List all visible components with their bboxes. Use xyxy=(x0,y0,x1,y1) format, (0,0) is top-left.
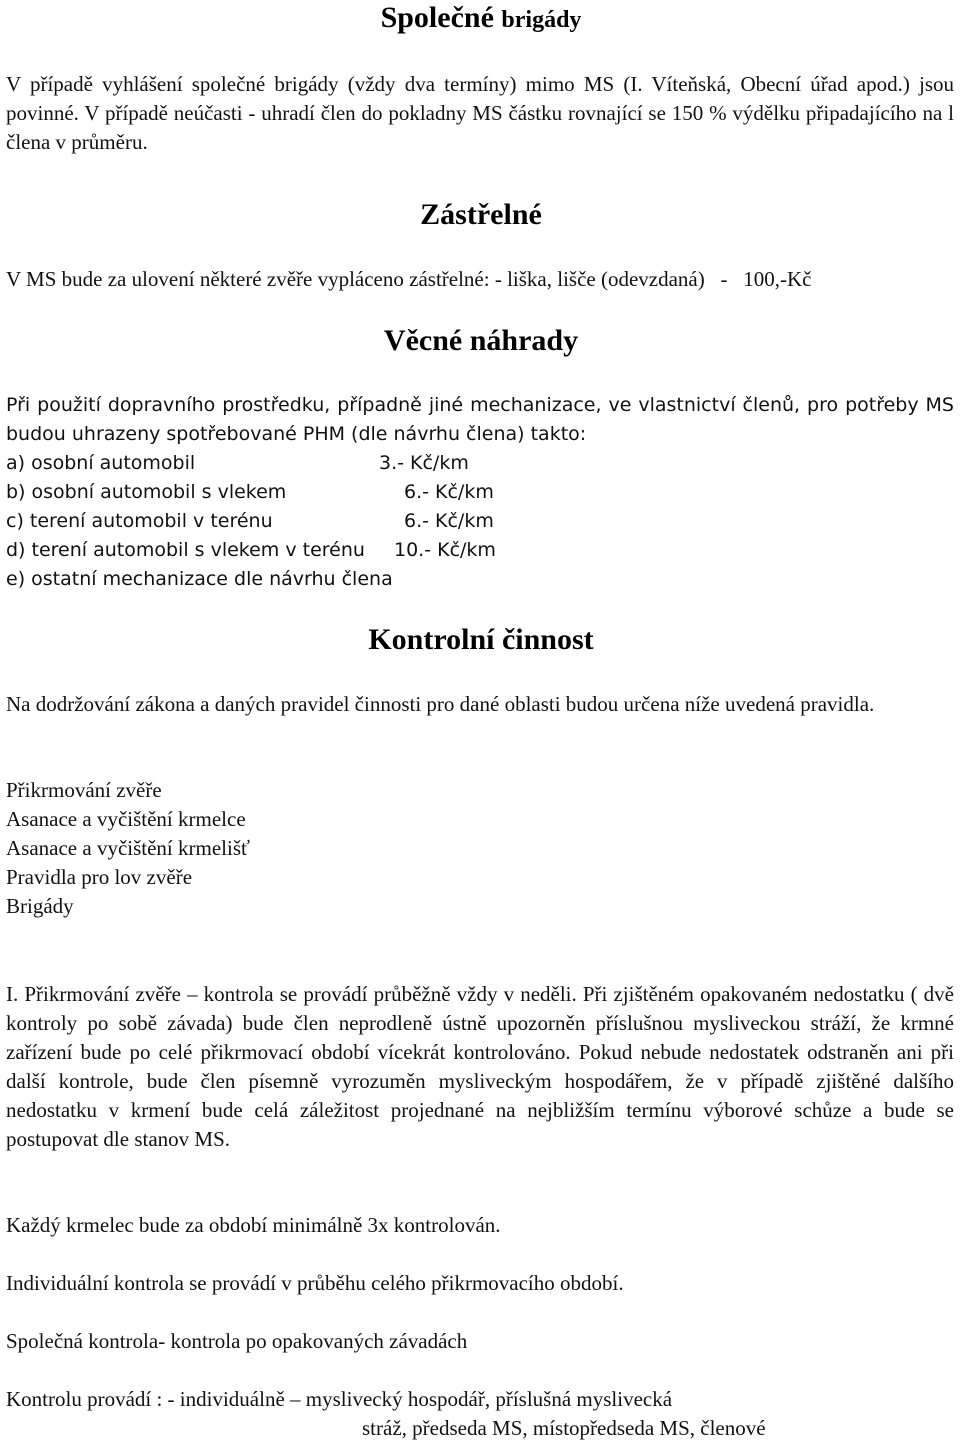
rate-item xyxy=(6,449,956,478)
spolecna-paragraph: Společná kontrola- kontrola po opakovaných závadách xyxy=(6,1329,468,1353)
rates-list xyxy=(6,449,956,594)
individualni-paragraph: Individuální kontrola se provádí v průběhu celého přikrmovacího období. xyxy=(6,1271,624,1295)
rate-item xyxy=(6,565,956,594)
topic-item: Pravidla pro lov zvěře xyxy=(6,865,193,889)
krmelec-paragraph: Každý krmelec bude za období minimálně 3x kontrolován. xyxy=(6,1213,501,1237)
rate-value: 10.- Kč/km xyxy=(394,539,496,561)
heading-kontrolni-cinnost: Kontrolní činnost xyxy=(368,623,594,656)
control-line-2: stráž, předseda MS, místopředseda MS, členové xyxy=(362,1416,766,1440)
rate-label: b) osobní automobil s vlekem xyxy=(6,481,287,503)
rate-value: 6.- Kč/km xyxy=(404,481,494,503)
rate-label: e) ostatní mechanizace dle návrhu člena xyxy=(6,568,393,590)
heading-spolecne-brigady: Společné brigády xyxy=(380,1,582,34)
rate-value: 6.- Kč/km xyxy=(404,510,494,532)
nahrady-intro: Při použití dopravního prostředku, případně jiné mechanizace, ve vlastnictví členů, pro potřeby MS budou uhrazeny spotřebované PHM (dle návrhu člena) takto: xyxy=(6,394,954,445)
control-line-1: Kontrolu provádí : - individuálně – myslivecký hospodář, příslušná myslivecká xyxy=(6,1387,673,1411)
topic-item: Asanace a vyčištění krmelišť xyxy=(6,836,250,860)
topic-item: Brigády xyxy=(6,894,74,918)
topic-item: Asanace a vyčištění krmelce xyxy=(6,807,246,831)
topics-list xyxy=(6,776,956,921)
heading-zastrelne: Zástřelné xyxy=(420,198,542,231)
rate-label: c) terení automobil v terénu xyxy=(6,510,273,532)
rate-item xyxy=(6,478,956,507)
rate-label: d) terení automobil s vlekem v terénu xyxy=(6,539,365,561)
kontrolni-intro: Na dodržování zákona a daných pravidel činnosti pro dané oblasti budou určena níže uvedená pravidla. xyxy=(6,692,875,716)
topic-item: Přikrmování zvěře xyxy=(6,778,162,802)
rate-item xyxy=(6,507,956,536)
brigady-paragraph: V případě vyhlášení společné brigády (vždy dva termíny) mimo MS (I. Víteňská, Obecní úřad apod.) jsou povinné. V případě neúčasti - uhradí člen do pokladny MS částku rovnající se 150 % výdělku připadajícího na l člena v průměru. xyxy=(6,72,954,154)
prikrmovani-paragraph: I. Přikrmování zvěře – kontrola se provádí průběžně vždy v neděli. Při zjištěném opakovaném nedostatku ( dvě kontroly po sobě závada) bude člen neprodleně ústně upozorněn příslušnou mysliveckou stráží, že krmné zařízení bude po celé přikrmovací období vícekrát kontrolováno. Pokud nebude nedostatek odstraněn ani při další kontrole, bude člen písemně vyrozuměn mysliveckým hospodářem, že v případě zjištěné dalšího nedostatku v krmení bude celá záležitost projednané na nejbližším termínu výborové schůze a bude se postupovat dle stanov MS. xyxy=(6,982,954,1151)
rate-value: 3.- Kč/km xyxy=(379,452,469,474)
rate-label: a) osobní automobil xyxy=(6,452,196,474)
heading-vecne-nahrady: Věcné náhrady xyxy=(383,324,579,357)
rate-item xyxy=(6,536,956,565)
zastrelne-paragraph: V MS bude za ulovení některé zvěře vypláceno zástřelné: - liška, lišče (odevzdaná) - 100,-Kč xyxy=(6,267,812,291)
